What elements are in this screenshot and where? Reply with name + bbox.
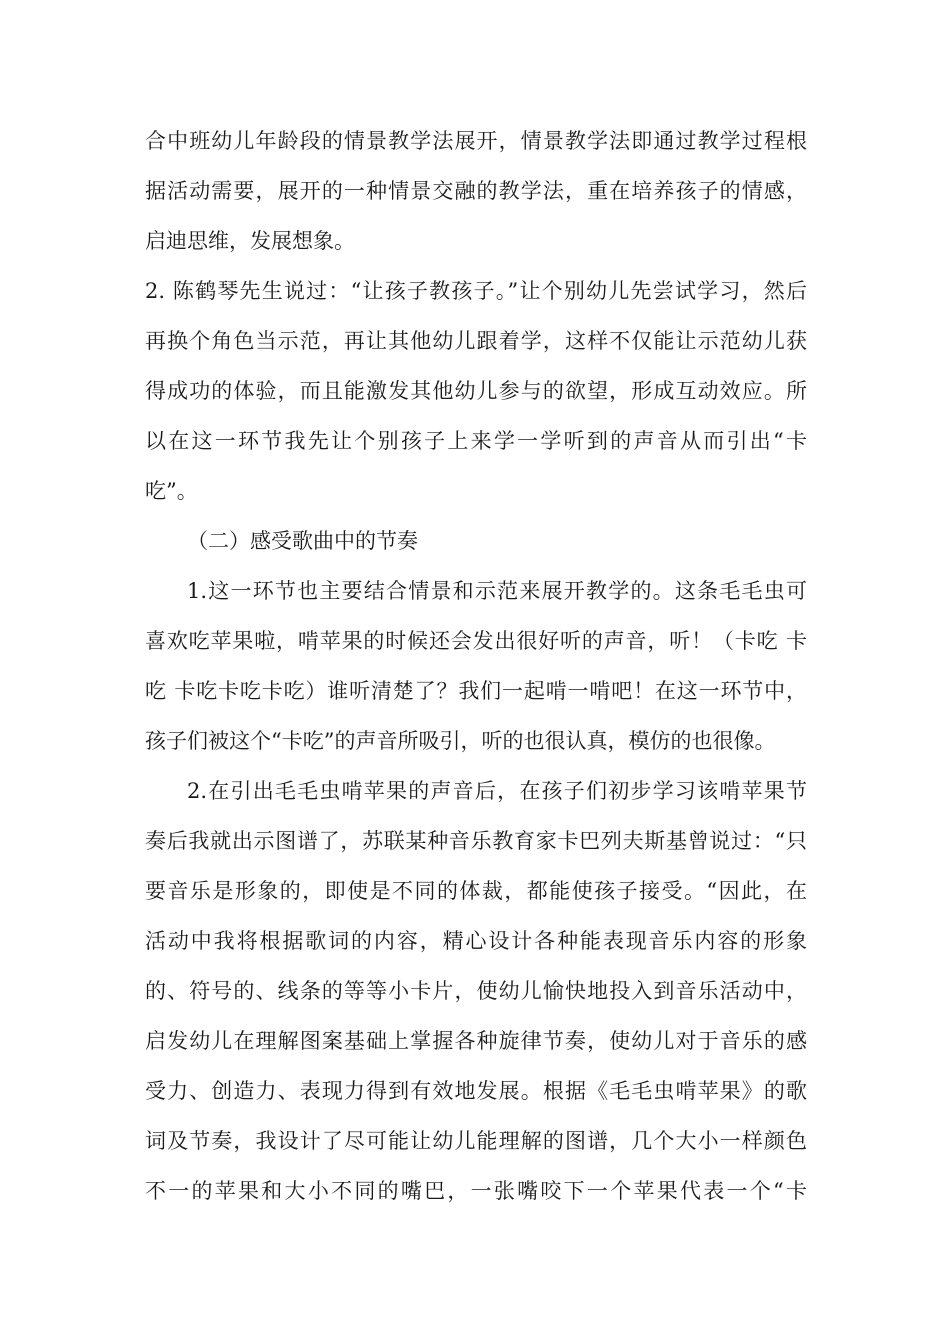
text-line: 的、符号的、线条的等等小卡片，使幼儿愉快地投入到音乐活动中， — [145, 979, 807, 1003]
text-line: 以在这一环节我先让个别孩子上来学一学听到的声音从而引出“卡 — [145, 429, 807, 453]
text-line: 启发幼儿在理解图案基础上掌握各种旋律节奏，使幼儿对于音乐的感 — [145, 1029, 807, 1053]
text-line: 吃”。 — [145, 479, 198, 503]
text-line: 吃 卡吃卡吃卡吃）谁听清楚了？我们一起啃一啃吧！在这一环节中， — [145, 679, 807, 703]
text-line: 要音乐是形象的，即使是不同的体裁，都能使孩子接受。“因此，在 — [145, 879, 807, 903]
section-heading: （二）感受歌曲中的节奏 — [187, 529, 418, 553]
text-line: 合中班幼儿年龄段的情景教学法展开，情景教学法即通过教学过程根 — [145, 129, 807, 153]
text-line: 2. 陈鹤琴先生说过：“让孩子教孩子。”让个别幼儿先尝试学习，然后 — [145, 279, 807, 303]
text-line: 2.在引出毛毛虫啃苹果的声音后，在孩子们初步学习该啃苹果节 — [187, 779, 807, 803]
text-line: 孩子们被这个“卡吃”的声音所吸引，听的也很认真，模仿的也很像。 — [145, 729, 776, 753]
text-line: 得成功的体验，而且能激发其他幼儿参与的欲望，形成互动效应。所 — [145, 379, 807, 403]
text-line: 奏后我就出示图谱了，苏联某种音乐教育家卡巴列夫斯基曾说过：“只 — [145, 829, 807, 853]
text-line: 再换个角色当示范，再让其他幼儿跟着学，这样不仅能让示范幼儿获 — [145, 329, 807, 353]
text-line: 喜欢吃苹果啦，啃苹果的时候还会发出很好听的声音，听！（卡吃 卡 — [145, 629, 807, 653]
text-line: 词及节奏，我设计了尽可能让幼儿能理解的图谱，几个大小一样颜色 — [145, 1129, 807, 1153]
text-line: 启迪思维，发展想象。 — [145, 229, 355, 253]
text-line: 活动中我将根据歌词的内容，精心设计各种能表现音乐内容的形象 — [145, 929, 807, 953]
body-text — [145, 116, 807, 1216]
text-line: 据活动需要，展开的一种情景交融的教学法，重在培养孩子的情感， — [145, 179, 807, 203]
text-line: 受力、创造力、表现力得到有效地发展。根据《毛毛虫啃苹果》的歌 — [145, 1079, 807, 1103]
text-line: 不一的苹果和大小不同的嘴巴，一张嘴咬下一个苹果代表一个“卡 — [145, 1179, 807, 1203]
text-line: 1.这一环节也主要结合情景和示范来展开教学的。这条毛毛虫可 — [187, 579, 807, 603]
